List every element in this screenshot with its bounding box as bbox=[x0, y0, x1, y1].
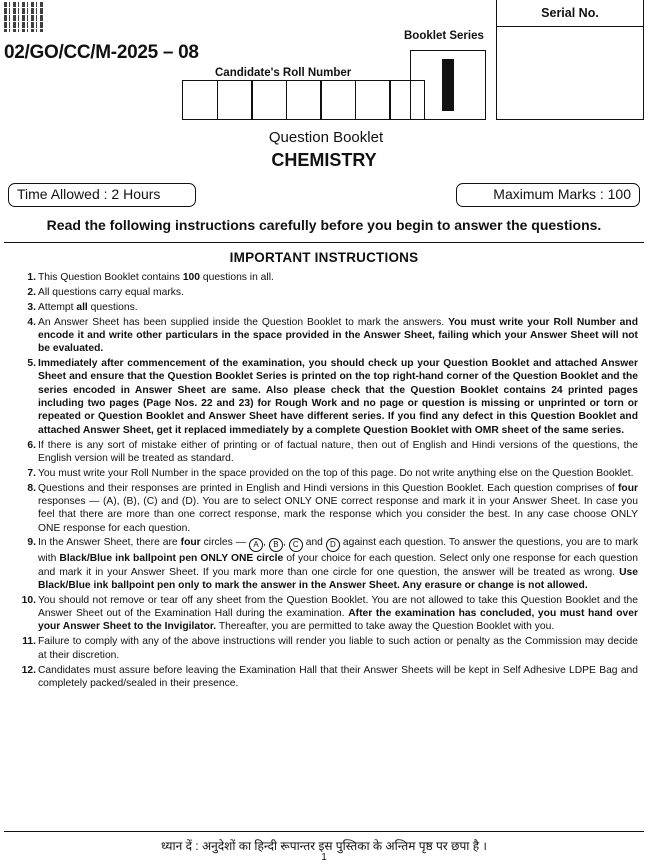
instruction-item bbox=[6, 467, 638, 480]
instruction-text: You should not remove or tear off any sheet from the Question Booklet. You are not allowed to take this Question Booklet and the Answer Sheet out of the Examination Hall during the examination. After the examination has concluded, you must hand over your Answer Sheet to the Invigilator. Thereafter, you are permitted to take away the Question Booklet with you. bbox=[38, 594, 638, 633]
instruction-text: You must write your Roll Number in the space provided on the top of this page. Do not write anything else on the Question Booklet. bbox=[38, 467, 634, 479]
serial-number-box bbox=[496, 0, 644, 120]
roll-number-cell[interactable] bbox=[389, 80, 425, 120]
roll-number-cell[interactable] bbox=[355, 80, 391, 120]
instruction-text: Questions and their responses are printed in English and Hindi versions in this Question Booklet. Each question comprises of four responses — (A), (B), (C) and (D). You are to select ONLY ONE correct response and mark it in your Answer Sheet. In case you feel that there are more than one correct response, mark the response which you consider the best. In any case choose ONLY ONE response for each question. bbox=[38, 482, 638, 534]
roll-number-boxes[interactable] bbox=[182, 80, 425, 120]
paper-code: 02/GO/CC/M-2025 – 08 bbox=[4, 42, 199, 63]
instruction-text: All questions carry equal marks. bbox=[38, 286, 184, 298]
question-booklet-label: Question Booklet bbox=[268, 129, 384, 146]
instruction-text: If there is any sort of mistake either of printing or of factual nature, then out of English and Hindi versions of the questions, the English version will be treated as standard. bbox=[38, 439, 638, 464]
instruction-item bbox=[6, 594, 638, 634]
instruction-number: 4. bbox=[27, 316, 36, 328]
roll-number-cell[interactable] bbox=[286, 80, 322, 120]
roll-number-cell[interactable] bbox=[182, 80, 218, 120]
maximum-marks: Maximum Marks : 100 bbox=[456, 183, 640, 207]
instruction-number: 10. bbox=[21, 594, 36, 606]
read-instructions-line: Read the following instructions carefully before you begin to answer the questions. bbox=[46, 217, 602, 233]
instruction-item bbox=[6, 301, 638, 314]
instruction-text: Immediately after commencement of the examination, you should check up your Question Booklet and attached Answer Sheet and ensure that the Question Booklet Series is printed on the top right-hand corner of the Question Booklet and the series encoded in Answer Sheet are same. Also please check that the Question Booklet contains 24 printed pages including two pages (Page Nos. 22 and 23) for Rough Work and no page or question is missing or unprinted or torn or repeated or Question Booklet and Answer Sheet have different series. If you find any defect in this Question Booklet and attached Answer Sheet, get it replaced immediately by a complete Question Booklet with OMR sheet of the same series. bbox=[38, 358, 638, 436]
instruction-text: Attempt all questions. bbox=[38, 301, 138, 313]
instruction-text: Failure to comply with any of the above instructions will render you liable to such action or penalty as the Commission may decide at their discretion. bbox=[38, 636, 638, 661]
subject-title: CHEMISTRY bbox=[271, 150, 377, 170]
roll-number-cell[interactable] bbox=[251, 80, 287, 120]
instruction-number: 1. bbox=[27, 272, 36, 283]
roll-number-cell[interactable] bbox=[320, 80, 356, 120]
instruction-item bbox=[6, 536, 638, 592]
instruction-number: 3. bbox=[27, 301, 36, 313]
instruction-item bbox=[6, 357, 638, 437]
booklet-series-label: Booklet Series bbox=[404, 30, 484, 42]
instruction-number: 2. bbox=[27, 286, 36, 298]
instruction-number: 9. bbox=[27, 537, 36, 549]
instruction-item bbox=[6, 439, 638, 466]
roll-number-cell[interactable] bbox=[217, 80, 253, 120]
instruction-text: Candidates must assure before leaving the Examination Hall that their Answer Sheets will be kept in Self Adhesive LDPE Bag and completely packed/sealed in their presence. bbox=[38, 664, 638, 689]
instructions-heading: IMPORTANT INSTRUCTIONS bbox=[229, 250, 419, 265]
qr-code bbox=[4, 2, 44, 32]
instruction-item bbox=[6, 286, 638, 299]
instruction-text: This Question Booklet contains 100 questions in all. bbox=[38, 272, 274, 283]
instruction-item bbox=[6, 271, 638, 284]
instruction-item bbox=[6, 482, 638, 535]
instruction-item bbox=[6, 316, 638, 356]
booklet-series-letter bbox=[442, 59, 454, 111]
time-allowed: Time Allowed : 2 Hours bbox=[8, 183, 196, 207]
instruction-item bbox=[6, 635, 638, 662]
instruction-item bbox=[6, 664, 638, 691]
instruction-number: 11. bbox=[22, 636, 36, 648]
instruction-number: 7. bbox=[27, 467, 36, 479]
instruction-number: 8. bbox=[27, 482, 36, 494]
bottom-divider bbox=[4, 831, 644, 832]
roll-number-label: Candidate's Roll Number bbox=[215, 67, 352, 79]
instruction-number: 5. bbox=[27, 358, 36, 370]
instruction-number: 12. bbox=[21, 664, 36, 676]
instructions-list bbox=[6, 271, 638, 692]
instruction-number: 6. bbox=[27, 439, 36, 451]
instruction-text: An Answer Sheet has been supplied inside the Question Booklet to mark the answers. You must write your Roll Number and encode it and write other particulars in the space provided in the Answer Sheet, failing which your Answer Sheet will not be evaluated. bbox=[38, 316, 638, 355]
page-number: 1 bbox=[321, 852, 327, 863]
top-divider bbox=[4, 242, 644, 243]
serial-label: Serial No. bbox=[541, 6, 599, 20]
instruction-text: In the Answer Sheet, there are four circles — A , B , C and D against each question. To answer the questions, you are to mark with Black/Blue ink ballpoint pen ONLY ONE circle of your choice for each question. Select only one response for each question and mark it in your Answer Sheet. If you mark more than one circle for one question, the answer will be treated as wrong. Use Black/Blue ink ballpoint pen only to mark the answer in the Answer Sheet. Any erasure or change is not allowed. bbox=[38, 537, 639, 591]
serial-divider bbox=[497, 26, 643, 27]
hindi-note: ध्यान दें : अनुदेशों का हिन्दी रूपान्तर इस पुस्तिका के अन्तिम पृष्ठ पर छपा है । bbox=[161, 839, 487, 853]
